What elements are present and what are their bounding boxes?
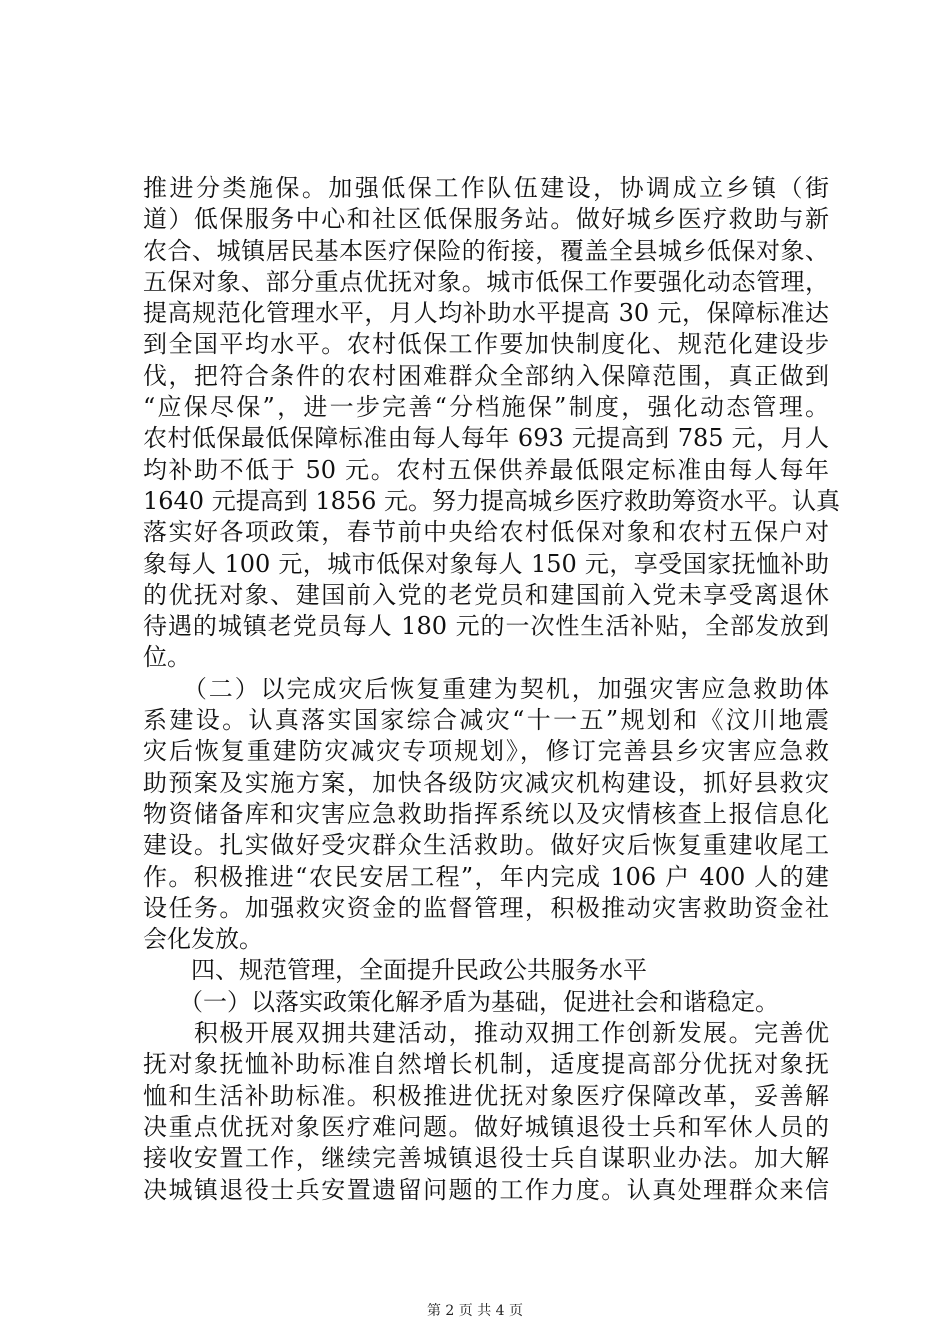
text-line: 落实好各项政策，春节前中央给农村低保对象和农村五保户对 [143,518,829,547]
text-line: 会化发放。 [143,925,263,954]
text-line: 五保对象、部分重点优抚对象。城市低保工作要强化动态管理， [143,267,829,296]
text-line: 建设。扎实做好受灾群众生活救助。做好灾后恢复重建收尾工 [143,831,829,860]
text-line: 恤和生活补助标准。积极推进优抚对象医疗保障改革，妥善解 [143,1081,829,1110]
text-line: 作。积极推进“农民安居工程”，年内完成 106 户 400 人的建 [143,862,829,891]
text-line: 系建设。认真落实国家综合减灾“十一五”规划和《汶川地震 [143,706,829,735]
text-line: 象每人 100 元，城市低保对象每人 150 元，享受国家抚恤补助 [143,549,829,578]
text-line: 的优抚对象、建国前入党的老党员和建国前入党未享受离退休 [143,580,829,609]
text-line: 灾后恢复重建防灾减灾专项规划》，修订完善县乡灾害应急救 [143,737,829,766]
page-number-footer: 第 2 页 共 4 页 [426,1303,524,1319]
text-line: 积极开展双拥共建活动，推动双拥工作创新发展。完善优 [143,1019,829,1048]
text-line: 位。 [143,643,191,672]
text-line: 抚对象抚恤补助标准自然增长机制，适度提高部分优抚对象抚 [143,1050,829,1079]
text-line: 伐，把符合条件的农村困难群众全部纳入保障范围，真正做到 [143,361,829,390]
text-line: 农合、城镇居民基本医疗保险的衔接，覆盖全县城乡低保对象、 [143,236,829,265]
text-line: 推进分类施保。加强低保工作队伍建设，协调成立乡镇（街 [143,174,829,202]
text-line: 四、规范管理，全面提升民政公共服务水平 [143,956,647,985]
text-line: 物资储备库和灾害应急救助指挥系统以及灾情核查上报信息化 [143,799,829,828]
body-text [143,173,841,1206]
text-line: 设任务。加强救灾资金的监督管理，积极推动灾害救助资金社 [143,893,829,922]
text-line: 均补助不低于 50 元。农村五保供养最低限定标准由每人每年 [143,455,829,484]
text-line: 决城镇退役士兵安置遗留问题的工作力度。认真处理群众来信 [143,1175,829,1204]
text-line: 农村低保最低保障标准由每人每年 693 元提高到 785 元，月人 [143,424,829,453]
text-line: （二）以完成灾后恢复重建为契机，加强灾害应急救助体 [143,674,829,703]
text-line: 到全国平均水平。农村低保工作要加快制度化、规范化建设步 [143,330,829,359]
text-line: 1640 元提高到 1856 元。努力提高城乡医疗救助筹资水平。认真 [143,486,841,515]
text-line: 待遇的城镇老党员每人 180 元的一次性生活补贴，全部发放到 [143,612,829,641]
text-line: 接收安置工作，继续完善城镇退役士兵自谋职业办法。加大解 [143,1144,829,1173]
text-line: “应保尽保”，进一步完善“分档施保”制度，强化动态管理。 [143,393,829,422]
text-line: （一）以落实政策化解矛盾为基础，促进社会和谐稳定。 [143,987,779,1016]
text-line: 提高规范化管理水平，月人均补助水平提高 30 元，保障标准达 [143,299,829,328]
text-line: 决重点优抚对象医疗难问题。做好城镇退役士兵和军休人员的 [143,1112,829,1141]
text-line: 道）低保服务中心和社区低保服务站。做好城乡医疗救助与新 [143,205,829,234]
text-line: 助预案及实施方案，加快各级防灾减灾机构建设，抓好县救灾 [143,768,829,797]
